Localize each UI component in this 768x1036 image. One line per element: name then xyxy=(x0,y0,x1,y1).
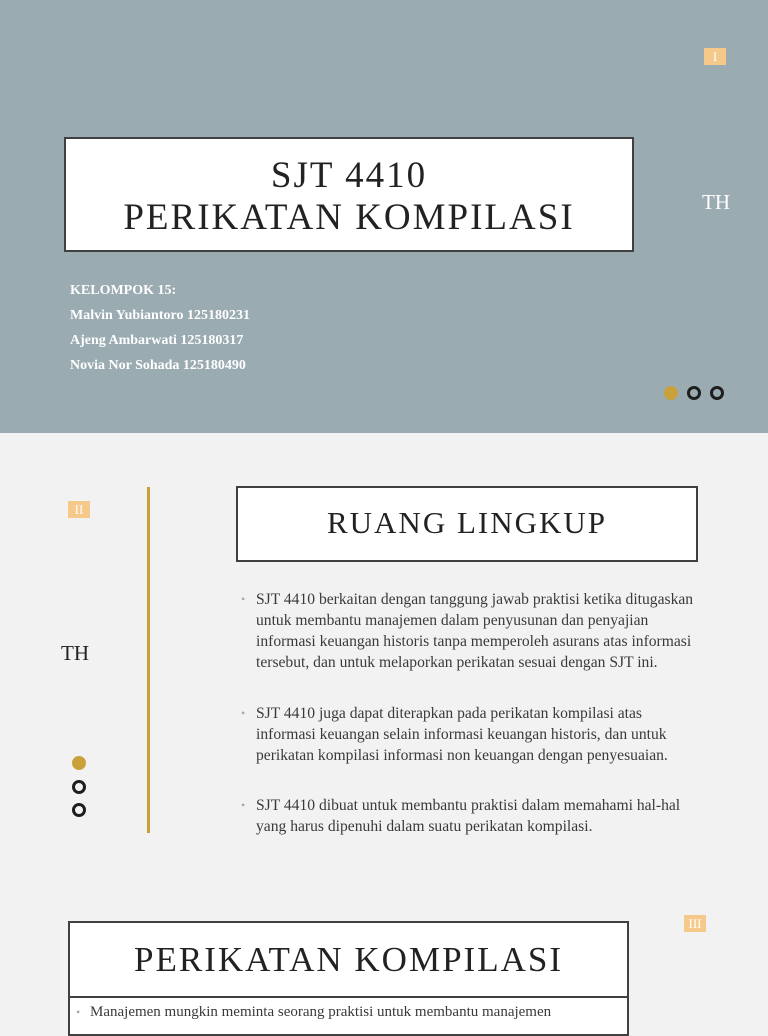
logo-text: TH xyxy=(702,190,730,214)
slide-number-badge: II xyxy=(68,501,90,518)
bullet-item: • SJT 4410 juga dapat diterapkan pada perikatan kompilasi atas informasi keuangan selain informasi keuangan historis, dan untuk perikatan kompilasi informasi non keuangan dengan penyesuaian. xyxy=(256,703,696,766)
title-line-2: PERIKATAN KOMPILASI xyxy=(123,197,575,238)
bullet-item: • Manajemen mungkin meminta seorang praktisi untuk membantu manajemen xyxy=(90,1002,610,1022)
logo-text: TH xyxy=(61,641,89,665)
title-box xyxy=(236,486,698,562)
title-box xyxy=(64,137,634,252)
bullet-item: • SJT 4410 dibuat untuk membantu praktisi dalam memahami hal-hal yang harus dipenuhi dalam suatu perikatan kompilasi. xyxy=(256,795,696,837)
slide-dot xyxy=(72,780,86,794)
slide-dot xyxy=(687,386,701,400)
slide-number-badge: I xyxy=(704,48,726,65)
slide-dot xyxy=(72,803,86,817)
group-label: KELOMPOK 15: xyxy=(70,283,177,298)
slide-1 xyxy=(0,0,768,433)
vertical-divider xyxy=(147,487,150,833)
member-name: Novia Nor Sohada 125180490 xyxy=(70,358,246,373)
section-title: PERIKATAN KOMPILASI xyxy=(134,940,563,979)
title-line-1: SJT 4410 xyxy=(270,155,428,196)
section-title: RUANG LINGKUP xyxy=(326,505,608,540)
member-name: Ajeng Ambarwati 125180317 xyxy=(70,333,244,348)
content-box xyxy=(68,996,629,1036)
slide-dot-active xyxy=(72,756,86,770)
slide-dot-active xyxy=(664,386,678,400)
bullet-item: • SJT 4410 berkaitan dengan tanggung jawab praktisi ketika ditugaskan untuk membantu manajemen dalam penyusunan dan penyajian informasi keuangan historis tanpa memperoleh asurans atas informasi tersebut, dan untuk melaporkan perikatan sesuai dengan SJT ini. xyxy=(256,589,696,673)
member-name: Malvin Yubiantoro 125180231 xyxy=(70,308,250,323)
slide-number-badge: III xyxy=(684,915,706,932)
slide-dot xyxy=(710,386,724,400)
title-box xyxy=(68,921,629,999)
